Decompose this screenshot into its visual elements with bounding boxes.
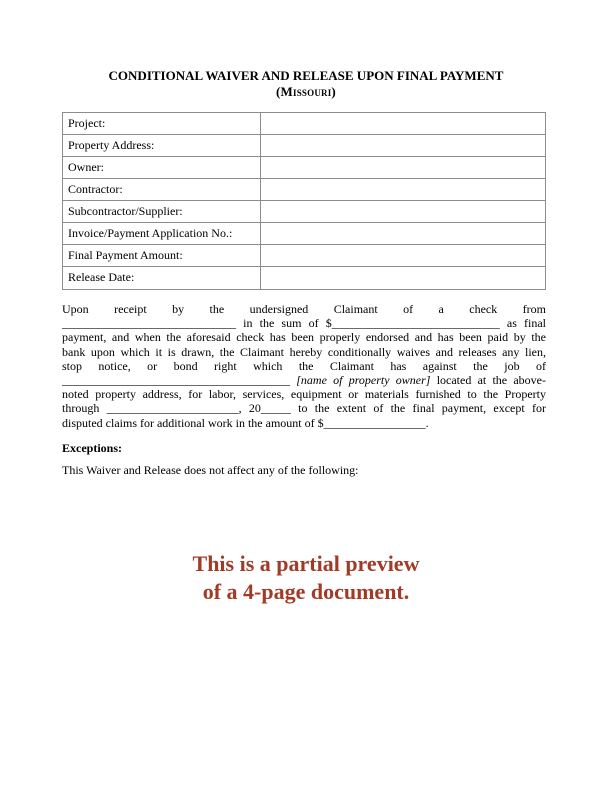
- paragraph-line: _____________________________ in the sum of $____________________________ as final: [62, 316, 546, 331]
- row-value-cell: [261, 179, 545, 200]
- row-value-cell: [261, 223, 545, 244]
- paragraph-line: Upon receipt by the undersigned Claimant of a check from: [62, 302, 546, 316]
- partial-preview-notice: [0, 550, 612, 606]
- table-row-contractor: [63, 179, 545, 201]
- paragraph-line: through ______________________, 20_____ to the extent of the final payment, except for: [62, 401, 546, 416]
- row-label: Final Payment Amount:: [63, 245, 261, 266]
- exceptions-text: This Waiver and Release does not affect any of the following:: [62, 463, 359, 477]
- table-row-final-payment-amount: [63, 245, 545, 267]
- row-value-cell: [261, 113, 545, 134]
- row-value-cell: [261, 157, 545, 178]
- name-of-property-owner-placeholder: [name of property owner]: [296, 372, 431, 387]
- table-row-invoice-payment-application-no: [63, 223, 545, 245]
- document-title: [0, 68, 612, 100]
- row-label: Release Date:: [63, 267, 261, 289]
- row-value-cell: [261, 135, 545, 156]
- paragraph-line: stop notice, or bond right which the Claimant has against the job of: [62, 358, 546, 373]
- waiver-paragraph: [62, 302, 546, 430]
- table-row-owner: [63, 157, 545, 179]
- preview-notice-line2: of a 4-page document.: [202, 579, 410, 604]
- blank-underline: ______________________________________: [62, 372, 290, 387]
- row-value-cell: [261, 201, 545, 222]
- preview-notice-line1: This is a partial preview: [192, 551, 420, 576]
- table-row-property-address: [63, 135, 545, 157]
- row-label: Project:: [63, 113, 261, 134]
- paragraph-line: bank upon which it is drawn, the Claimant hereby conditionally waives and releases any lien,: [62, 344, 546, 359]
- info-table: [62, 112, 546, 290]
- document-title-state: (Missouri): [276, 84, 336, 99]
- row-label: Contractor:: [63, 179, 261, 200]
- row-label: Property Address:: [63, 135, 261, 156]
- exceptions-heading: Exceptions:: [62, 441, 122, 455]
- row-value-cell: [261, 267, 545, 289]
- row-label: Subcontractor/Supplier:: [63, 201, 261, 222]
- row-label: Owner:: [63, 157, 261, 178]
- row-value-cell: [261, 245, 545, 266]
- paragraph-line: payment, and when the aforesaid check has been properly endorsed and has been paid by the: [62, 330, 546, 345]
- paragraph-line: disputed claims for additional work in the amount of $_________________.: [62, 415, 429, 430]
- table-row-release-date: [63, 267, 545, 289]
- paragraph-line: noted property address, for labor, services, equipment or materials furnished to the Property: [62, 387, 546, 402]
- row-label: Invoice/Payment Application No.:: [63, 223, 261, 244]
- table-row-subcontractor-supplier: [63, 201, 545, 223]
- paragraph-line-segment: located at the above-: [430, 372, 546, 387]
- paragraph-line: [62, 373, 546, 387]
- table-row-project: [63, 113, 545, 135]
- document-title-line1: CONDITIONAL WAIVER AND RELEASE UPON FINAL PAYMENT: [108, 68, 504, 83]
